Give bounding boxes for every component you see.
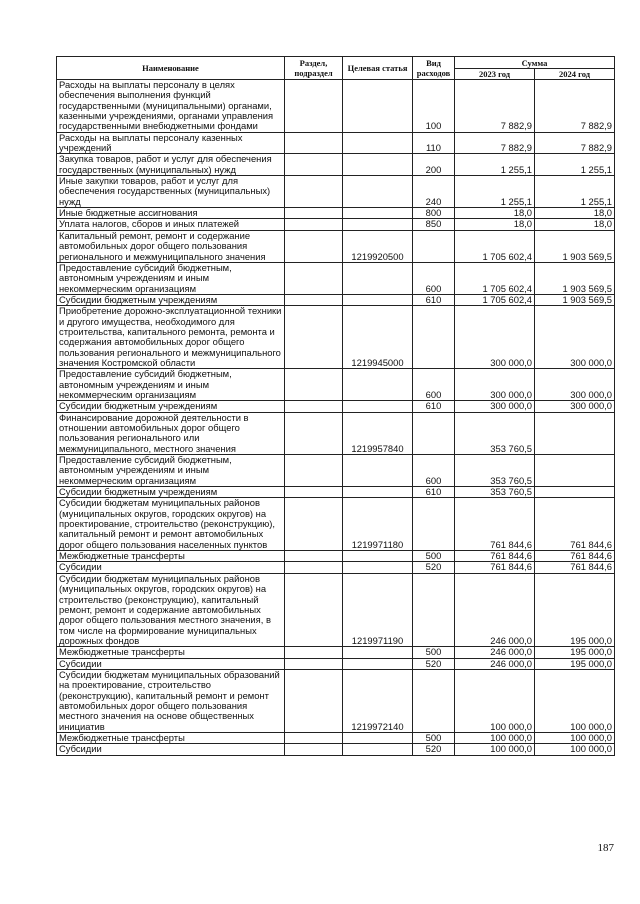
row-sum-2024: 300 000,0	[535, 401, 615, 412]
row-sum-2024: 1 903 569,5	[535, 230, 615, 262]
row-article	[343, 154, 413, 176]
row-article	[343, 176, 413, 208]
row-section	[285, 573, 343, 646]
row-sum-2023: 1 705 602,4	[455, 230, 535, 262]
row-article	[343, 562, 413, 573]
row-section	[285, 230, 343, 262]
row-name: Расходы на выплаты персоналу казенных учреждений	[57, 132, 285, 154]
table-row	[57, 294, 615, 305]
row-type: 100	[413, 80, 455, 133]
row-sum-2024: 18,0	[535, 219, 615, 230]
row-sum-2023: 18,0	[455, 208, 535, 219]
row-article	[343, 80, 413, 133]
row-article	[343, 208, 413, 219]
row-section	[285, 658, 343, 669]
row-sum-2024: 195 000,0	[535, 658, 615, 669]
row-section	[285, 262, 343, 294]
row-sum-2024: 1 903 569,5	[535, 294, 615, 305]
row-section	[285, 455, 343, 487]
header-sum: Сумма	[455, 57, 615, 69]
table-row	[57, 80, 615, 133]
row-sum-2023: 300 000,0	[455, 401, 535, 412]
table-row	[57, 658, 615, 669]
row-sum-2024: 761 844,6	[535, 498, 615, 551]
table-row	[57, 132, 615, 154]
row-sum-2024	[535, 412, 615, 454]
row-name: Предоставление субсидий бюджетным, автономным учреждениям и иным некоммерческим организациям	[57, 262, 285, 294]
table-row	[57, 498, 615, 551]
row-article	[343, 262, 413, 294]
header-year-2023: 2023 год	[455, 69, 535, 80]
row-section	[285, 562, 343, 573]
row-section	[285, 401, 343, 412]
row-sum-2024: 195 000,0	[535, 647, 615, 658]
row-article	[343, 658, 413, 669]
header-section: Раздел, подраздел	[285, 57, 343, 80]
row-section	[285, 647, 343, 658]
table-row	[57, 647, 615, 658]
row-article	[343, 551, 413, 562]
row-type: 520	[413, 744, 455, 755]
table-row	[57, 412, 615, 454]
row-sum-2023: 353 760,5	[455, 487, 535, 498]
row-name: Закупка товаров, работ и услуг для обеспечения государственных (муниципальных) нужд	[57, 154, 285, 176]
row-sum-2023: 300 000,0	[455, 306, 535, 369]
row-section	[285, 551, 343, 562]
header-type: Вид расходов	[413, 57, 455, 80]
row-sum-2023: 1 705 602,4	[455, 262, 535, 294]
row-article: 1219920500	[343, 230, 413, 262]
row-type: 500	[413, 647, 455, 658]
row-name: Предоставление субсидий бюджетным, автономным учреждениям и иным некоммерческим организациям	[57, 369, 285, 401]
document-page	[56, 56, 614, 756]
row-section	[285, 412, 343, 454]
row-section	[285, 306, 343, 369]
row-name: Иные бюджетные ассигнования	[57, 208, 285, 219]
row-sum-2023: 246 000,0	[455, 573, 535, 646]
row-sum-2024: 761 844,6	[535, 562, 615, 573]
row-name: Межбюджетные трансферты	[57, 647, 285, 658]
row-type: 850	[413, 219, 455, 230]
row-name: Расходы на выплаты персоналу в целях обеспечения выполнения функций государственными (муниципальными) органами, казенными учреждениями, органами управления государственными внебюджетными фондами	[57, 80, 285, 133]
row-name: Межбюджетные трансферты	[57, 551, 285, 562]
row-article	[343, 744, 413, 755]
table-row	[57, 455, 615, 487]
row-type	[413, 498, 455, 551]
row-article: 1219945000	[343, 306, 413, 369]
row-sum-2024	[535, 487, 615, 498]
row-section	[285, 80, 343, 133]
table-row	[57, 401, 615, 412]
row-name: Субсидии бюджетам муниципальных образований на проектирование, строительство (реконструкцию), капитальный ремонт и ремонт автомобильных дорог общего пользования местного значения на основе общественных инициатив	[57, 669, 285, 732]
row-section	[285, 744, 343, 755]
row-sum-2023: 761 844,6	[455, 498, 535, 551]
row-name: Субсидии бюджетным учреждениям	[57, 487, 285, 498]
row-sum-2023: 1 255,1	[455, 154, 535, 176]
row-sum-2024: 1 255,1	[535, 176, 615, 208]
row-section	[285, 176, 343, 208]
row-sum-2023: 353 760,5	[455, 455, 535, 487]
table-header	[57, 57, 615, 80]
row-section	[285, 208, 343, 219]
row-article	[343, 487, 413, 498]
row-sum-2024: 100 000,0	[535, 732, 615, 743]
row-type: 610	[413, 487, 455, 498]
row-section	[285, 154, 343, 176]
row-sum-2024	[535, 455, 615, 487]
row-name: Иные закупки товаров, работ и услуг для обеспечения государственных (муниципальных) нужд	[57, 176, 285, 208]
table-row	[57, 262, 615, 294]
row-name: Субсидии бюджетам муниципальных районов (муниципальных округов, городских округов) на строительство (реконструкцию), капитальный ремонт, ремонт и содержание автомобильных дорог общего пользования местного значения, в том числе на формирование муниципальных дорожных фондов	[57, 573, 285, 646]
row-article: 1219971180	[343, 498, 413, 551]
row-type: 800	[413, 208, 455, 219]
row-article	[343, 732, 413, 743]
row-article	[343, 401, 413, 412]
row-name: Межбюджетные трансферты	[57, 732, 285, 743]
row-name: Приобретение дорожно-эксплуатационной техники и другого имущества, необходимого для строительства, капитального ремонта, ремонта и содержания автомобильных дорог общего пользования регионального и межмуниципального значения Костромской области	[57, 306, 285, 369]
row-sum-2024: 300 000,0	[535, 369, 615, 401]
table-row	[57, 744, 615, 755]
row-section	[285, 487, 343, 498]
row-article: 1219972140	[343, 669, 413, 732]
row-article: 1219957840	[343, 412, 413, 454]
row-name: Субсидии бюджетным учреждениям	[57, 294, 285, 305]
row-article: 1219971190	[343, 573, 413, 646]
row-name: Предоставление субсидий бюджетным, автономным учреждениям и иным некоммерческим организациям	[57, 455, 285, 487]
header-name: Наименование	[57, 57, 285, 80]
row-name: Субсидии	[57, 744, 285, 755]
table-row	[57, 219, 615, 230]
row-type: 110	[413, 132, 455, 154]
row-type: 600	[413, 369, 455, 401]
row-type: 610	[413, 294, 455, 305]
table-row	[57, 306, 615, 369]
table-row	[57, 573, 615, 646]
row-article	[343, 132, 413, 154]
row-sum-2023: 7 882,9	[455, 80, 535, 133]
row-section	[285, 498, 343, 551]
row-sum-2023: 761 844,6	[455, 551, 535, 562]
table-row	[57, 562, 615, 573]
row-sum-2023: 18,0	[455, 219, 535, 230]
row-name: Уплата налогов, сборов и иных платежей	[57, 219, 285, 230]
header-year-2024: 2024 год	[535, 69, 615, 80]
row-section	[285, 669, 343, 732]
row-sum-2023: 246 000,0	[455, 647, 535, 658]
row-article	[343, 455, 413, 487]
row-sum-2023: 100 000,0	[455, 744, 535, 755]
row-sum-2023: 353 760,5	[455, 412, 535, 454]
row-type: 240	[413, 176, 455, 208]
budget-table	[56, 56, 615, 756]
row-type	[413, 573, 455, 646]
table-row	[57, 154, 615, 176]
row-name: Субсидии бюджетам муниципальных районов (муниципальных округов, городских округов) на проектирование, строительство (реконструкцию), капитальный ремонт и ремонт автомобильных дорог общего пользования населенных пунктов	[57, 498, 285, 551]
row-name: Субсидии	[57, 562, 285, 573]
page-number: 187	[597, 842, 614, 854]
row-sum-2024: 1 255,1	[535, 154, 615, 176]
row-type: 610	[413, 401, 455, 412]
row-sum-2023: 7 882,9	[455, 132, 535, 154]
row-type: 600	[413, 455, 455, 487]
table-row	[57, 551, 615, 562]
table-row	[57, 487, 615, 498]
table-row	[57, 176, 615, 208]
row-type	[413, 230, 455, 262]
row-sum-2024: 300 000,0	[535, 306, 615, 369]
row-sum-2024: 7 882,9	[535, 80, 615, 133]
table-row	[57, 208, 615, 219]
row-sum-2023: 1 255,1	[455, 176, 535, 208]
table-row	[57, 369, 615, 401]
row-name: Субсидии	[57, 658, 285, 669]
row-sum-2024: 1 903 569,5	[535, 262, 615, 294]
row-article	[343, 647, 413, 658]
row-sum-2024: 761 844,6	[535, 551, 615, 562]
table-body	[57, 80, 615, 756]
row-name: Финансирование дорожной деятельности в отношении автомобильных дорог общего пользования регионального или межмуниципального, местного значения	[57, 412, 285, 454]
row-type	[413, 412, 455, 454]
row-type: 500	[413, 551, 455, 562]
row-article	[343, 219, 413, 230]
row-sum-2024: 7 882,9	[535, 132, 615, 154]
row-article	[343, 369, 413, 401]
row-section	[285, 132, 343, 154]
row-sum-2024: 18,0	[535, 208, 615, 219]
row-type: 600	[413, 262, 455, 294]
header-article: Целевая статья	[343, 57, 413, 80]
row-name: Капитальный ремонт, ремонт и содержание автомобильных дорог общего пользования регионального и межмуниципального значения	[57, 230, 285, 262]
table-row	[57, 669, 615, 732]
row-type: 520	[413, 562, 455, 573]
row-type: 200	[413, 154, 455, 176]
table-row	[57, 230, 615, 262]
row-sum-2023: 300 000,0	[455, 369, 535, 401]
row-sum-2023: 1 705 602,4	[455, 294, 535, 305]
row-article	[343, 294, 413, 305]
row-sum-2024: 100 000,0	[535, 669, 615, 732]
row-type: 520	[413, 658, 455, 669]
row-name: Субсидии бюджетным учреждениям	[57, 401, 285, 412]
row-sum-2023: 100 000,0	[455, 732, 535, 743]
row-sum-2023: 761 844,6	[455, 562, 535, 573]
row-sum-2024: 195 000,0	[535, 573, 615, 646]
row-sum-2023: 100 000,0	[455, 669, 535, 732]
row-section	[285, 369, 343, 401]
table-row	[57, 732, 615, 743]
row-section	[285, 294, 343, 305]
row-section	[285, 732, 343, 743]
row-type	[413, 669, 455, 732]
row-section	[285, 219, 343, 230]
row-type	[413, 306, 455, 369]
row-sum-2023: 246 000,0	[455, 658, 535, 669]
row-sum-2024: 100 000,0	[535, 744, 615, 755]
row-type: 500	[413, 732, 455, 743]
